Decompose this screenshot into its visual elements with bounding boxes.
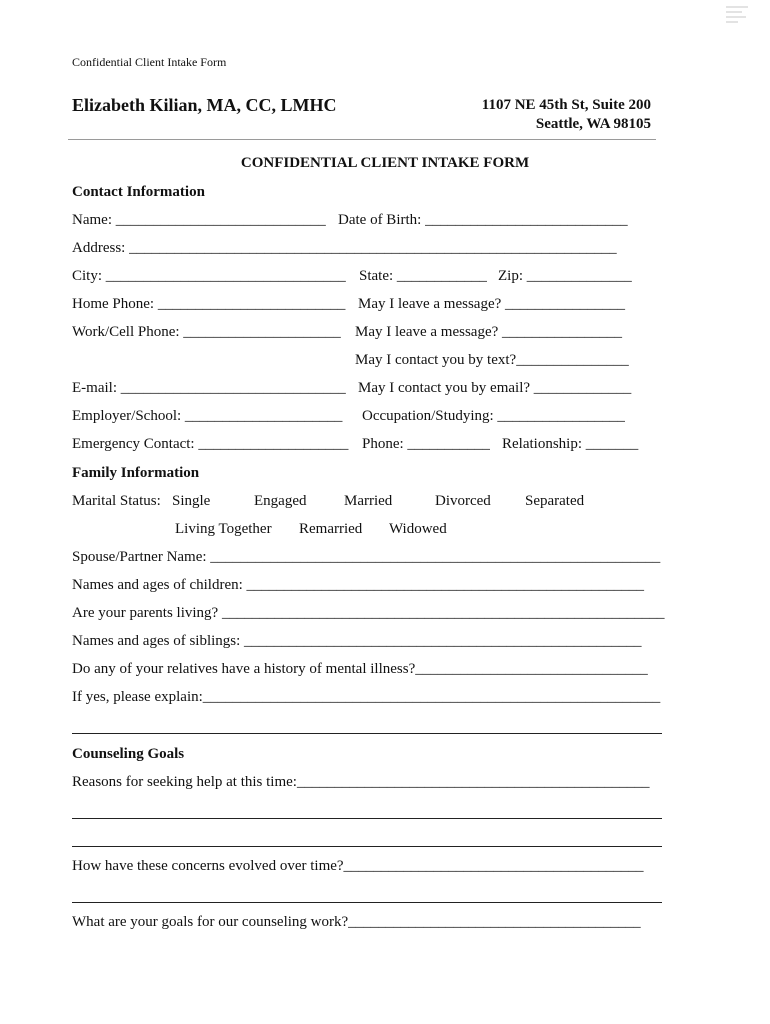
goals-field[interactable]: What are your goals for our counseling work?_______________________________________	[72, 914, 641, 930]
email-contact-field[interactable]: May I contact you by email? _____________	[358, 380, 632, 396]
therapist-name: Elizabeth Kilian, MA, CC, LMHC	[72, 95, 337, 115]
explain-continuation-line[interactable]	[72, 733, 662, 734]
evolved-continuation-line[interactable]	[72, 902, 662, 903]
form-title: CONFIDENTIAL CLIENT INTAKE FORM	[240, 155, 530, 171]
marital-option-remarried[interactable]: Remarried	[299, 521, 363, 537]
address-field[interactable]: Address: _________________________________________________________________	[72, 240, 617, 256]
relationship-field[interactable]: Relationship: _______	[502, 436, 639, 452]
explain-field[interactable]: If yes, please explain:_____________________________________________________________	[72, 689, 661, 705]
zip-field[interactable]: Zip: ______________	[498, 268, 632, 284]
work-phone-field[interactable]: Work/Cell Phone: _____________________	[72, 324, 341, 340]
state-field[interactable]: State: ____________	[359, 268, 487, 284]
home-phone-field[interactable]: Home Phone: _________________________	[72, 296, 346, 312]
parents-field[interactable]: Are your parents living? ___________________________________________________________	[72, 605, 665, 621]
header-label: Confidential Client Intake Form	[72, 55, 227, 69]
evolved-field[interactable]: How have these concerns evolved over time?________________________________________	[72, 858, 644, 874]
email-field[interactable]: E-mail: ______________________________	[72, 380, 346, 396]
contact-heading: Contact Information	[72, 184, 205, 200]
marital-option-engaged[interactable]: Engaged	[254, 493, 307, 509]
header-divider	[68, 139, 656, 140]
name-field[interactable]: Name: ____________________________	[72, 212, 326, 228]
marital-status-label: Marital Status:	[72, 493, 161, 509]
marital-option-separated[interactable]: Separated	[525, 493, 585, 509]
work-message-field[interactable]: May I leave a message? ________________	[355, 324, 623, 340]
family-heading: Family Information	[72, 465, 200, 481]
marital-option-widowed[interactable]: Widowed	[389, 521, 447, 537]
home-message-field[interactable]: May I leave a message? ________________	[358, 296, 626, 312]
reasons-continuation-line-1[interactable]	[72, 818, 662, 819]
address-line-2: Seattle, WA 98105	[535, 116, 651, 132]
spouse-field[interactable]: Spouse/Partner Name: ____________________________________________________________	[72, 549, 661, 565]
siblings-field[interactable]: Names and ages of siblings: _____________________________________________________	[72, 633, 642, 649]
city-field[interactable]: City: ________________________________	[72, 268, 346, 284]
occupation-field[interactable]: Occupation/Studying: _________________	[362, 408, 625, 424]
reasons-continuation-line-2[interactable]	[72, 846, 662, 847]
employer-field[interactable]: Employer/School: _____________________	[72, 408, 343, 424]
address-line-1: 1107 NE 45th St, Suite 200	[481, 97, 651, 113]
emergency-contact-field[interactable]: Emergency Contact: ____________________	[72, 436, 349, 452]
dob-field[interactable]: Date of Birth: ___________________________	[338, 212, 628, 228]
document-icon	[726, 6, 750, 24]
text-contact-field[interactable]: May I contact you by text?_______________	[355, 352, 629, 368]
marital-option-living-together[interactable]: Living Together	[175, 521, 272, 537]
marital-option-married[interactable]: Married	[344, 493, 393, 509]
goals-heading: Counseling Goals	[72, 746, 185, 762]
reasons-field[interactable]: Reasons for seeking help at this time:_______________________________________________	[72, 774, 650, 790]
emergency-phone-field[interactable]: Phone: ___________	[362, 436, 490, 452]
children-field[interactable]: Names and ages of children: _____________________________________________________	[72, 577, 645, 593]
marital-option-single[interactable]: Single	[172, 493, 211, 509]
mental-illness-field[interactable]: Do any of your relatives have a history of mental illness?_______________________________	[72, 661, 648, 677]
marital-option-divorced[interactable]: Divorced	[435, 493, 491, 509]
